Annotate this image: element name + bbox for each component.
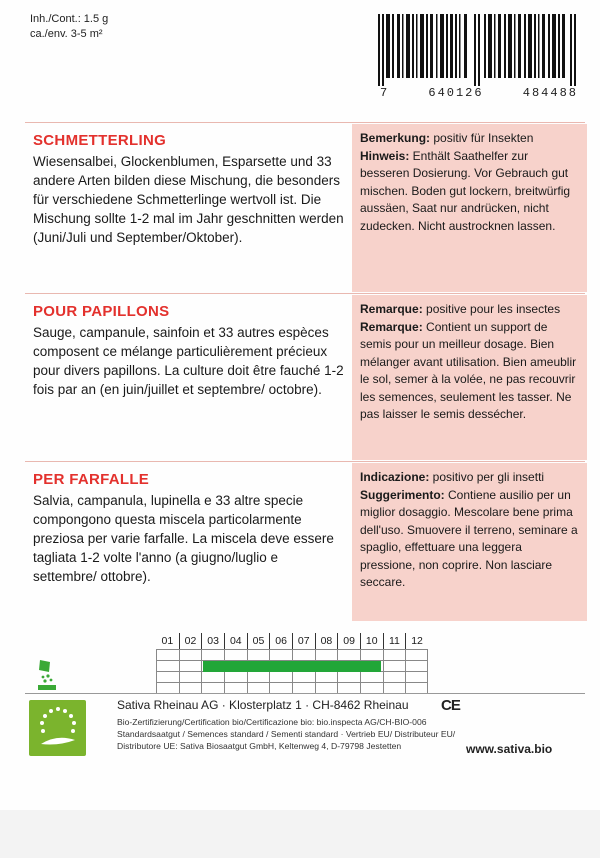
description-panel [25, 463, 351, 586]
barcode [378, 14, 578, 86]
note-text [352, 124, 587, 235]
note-text [352, 463, 587, 592]
note-panel [352, 124, 587, 292]
calendar-month-label: 01 [161, 635, 174, 647]
calendar-cell [247, 649, 270, 660]
calendar-cell [383, 660, 406, 671]
calendar-month-label: 03 [201, 633, 224, 649]
note-panel [352, 295, 587, 460]
calendar-cell [337, 682, 360, 693]
calendar-cell [383, 671, 406, 682]
calendar-cell [315, 682, 338, 693]
calendar-month-label: 04 [224, 633, 247, 649]
calendar-cell [247, 682, 270, 693]
calendar-cell [179, 660, 202, 671]
calendar-cell [360, 682, 383, 693]
calendar-row [156, 671, 427, 682]
calendar-cell [201, 671, 224, 682]
note-value: positiv für Insekten [430, 131, 534, 145]
seed-bag-icon [36, 658, 58, 692]
section-separator [25, 461, 585, 462]
calendar-month-label: 06 [269, 633, 292, 649]
note-label: Suggerimento: [360, 487, 445, 502]
calendar-row [156, 649, 427, 660]
calendar-cell [269, 649, 292, 660]
calendar-month-label: 11 [383, 633, 406, 649]
description-panel [25, 124, 351, 247]
section-body: Sauge, campanule, sainfoin et 33 autres espèces composent ce mélange particulièrement précieux pour divers papillons. La culture doit être fauché 1-2 fois par an (en juin/juillet et septembre/ octobre). [33, 325, 344, 397]
calendar-cell [269, 682, 292, 693]
calendar-cell [360, 671, 383, 682]
calendar-cell [156, 660, 179, 671]
section-separator [25, 293, 585, 294]
calendar-cell [292, 682, 315, 693]
section-french [25, 295, 587, 460]
area-label: ca./env. 3-5 m² [30, 28, 103, 40]
barcode-digit-group: 640126 [428, 86, 484, 100]
sowing-calendar [156, 633, 428, 689]
calendar-month-label: 07 [292, 633, 315, 649]
description-panel [25, 295, 351, 399]
note-value: positive pour les insectes [422, 302, 561, 316]
calendar-cell [201, 682, 224, 693]
certification-text [117, 716, 461, 752]
calendar-cell [360, 649, 383, 660]
calendar-month-label: 12 [405, 633, 428, 649]
calendar-cell [224, 649, 247, 660]
package-info [30, 12, 108, 42]
calendar-month-label: 05 [247, 633, 270, 649]
company-address: Sativa Rheinau AG · Klosterplatz 1 · CH-8462 Rheinau [117, 698, 409, 712]
calendar-cell [201, 649, 224, 660]
calendar-cell [224, 682, 247, 693]
calendar-cell [156, 671, 179, 682]
note-text [352, 295, 587, 424]
calendar-cell [405, 682, 428, 693]
section-german [25, 124, 587, 292]
section-title: SCHMETTERLING [33, 132, 167, 149]
eu-leaf-stars-icon [29, 700, 86, 756]
note-label: Hinweis: [360, 148, 410, 163]
note-value: Contiene ausilio per un miglior dosaggio. Mescolare bene prima dell'uso. Smuovere il terreno, seminare a spaglio, effettuare una leggera pressione, non coprire. Non lasciare seccare. [360, 487, 578, 589]
calendar-cell [315, 649, 338, 660]
calendar-cell [383, 682, 406, 693]
calendar-month-label: 10 [360, 633, 383, 649]
calendar-cell [405, 649, 428, 660]
note-value: Contient un support de semis pour un meilleur dosage. Bien mélanger avant utilisation. Bien ameublir le sol, semer à la volée, ne pas recouvrir les semences, seulement les tasser. Ne pas laisser le semis dessécher. [360, 319, 577, 421]
calendar-cell [405, 660, 428, 671]
note-label: Indicazione: [360, 470, 430, 484]
section-body: Salvia, campanula, lupinella e 33 altre specie compongono questa miscela particolarmente preziosa per varie farfalle. La miscela deve essere tagliata 1-2 volte l'anno (a giugno/luglio e settembre/ ottobre). [33, 493, 334, 584]
barcode-digits [380, 86, 578, 100]
calendar-cell [179, 649, 202, 660]
website-link[interactable]: www.sativa.bio [466, 742, 553, 756]
barcode-digit-group: 7 [380, 86, 390, 100]
calendar-row [156, 682, 427, 693]
calendar-cell [247, 671, 270, 682]
calendar-cell [179, 671, 202, 682]
note-label: Remarque: [360, 319, 423, 334]
calendar-cell [156, 649, 179, 660]
barcode-digit-group: 484488 [522, 86, 578, 100]
note-value: Enthält Saathelfer zur besseren Dosierung. Vor Gebrauch gut mischen. Boden gut lockern, breitwürfig aussäen, Saat nur andrücken, nicht zudecken. Nicht austrocknen lassen. [360, 148, 571, 233]
sowing-period-bar [203, 661, 380, 672]
calendar-cell [269, 671, 292, 682]
section-title: PER FARFALLE [33, 471, 150, 488]
calendar-month-label: 09 [337, 633, 360, 649]
calendar-cell [179, 682, 202, 693]
calendar-cell [156, 682, 179, 693]
calendar-cell [315, 671, 338, 682]
note-panel [352, 463, 587, 621]
calendar-cell [383, 649, 406, 660]
note-label: Remarque: [360, 302, 423, 316]
section-title: POUR PAPILLONS [33, 303, 170, 320]
packet-flap [0, 810, 600, 858]
calendar-cell [292, 649, 315, 660]
calendar-cell [337, 671, 360, 682]
calendar-cell [337, 649, 360, 660]
calendar-month-label: 02 [179, 633, 202, 649]
calendar-cell [405, 671, 428, 682]
calendar-cell [224, 671, 247, 682]
content-label: Inh./Cont.: 1.5 g [30, 13, 109, 25]
certification-line: Bio-Zertifizierung/Certification bio/Certificazione bio: bio.inspecta AG/CH-BIO-006 [117, 717, 427, 727]
eu-organic-logo [29, 700, 86, 756]
note-value: positivo per gli insetti [429, 470, 545, 484]
distribution-line: Standardsaatgut / Semences standard / Sementi standard · Vertrieb EU/ Distributeur EU/ Distributore UE: Sativa Biosaatgut GmbH, Keltenweg 4, D-79798 Jestetten [117, 729, 456, 751]
section-separator [25, 122, 585, 123]
section-italian [25, 463, 587, 621]
note-label: Bemerkung: [360, 131, 431, 145]
calendar-cell [292, 671, 315, 682]
calendar-month-label: 08 [315, 633, 338, 649]
footer-separator [25, 693, 585, 694]
section-body: Wiesensalbei, Glockenblumen, Esparsette und 33 andere Arten bilden diese Mischung, die besonders für verschiedene Schmetterlinge wertvoll ist. Die Mischung sollte 1-2 mal im Jahr geschnitten werden (Juni/Juli und September/Oktober). [33, 154, 344, 245]
calendar-month-row [156, 633, 428, 649]
ce-mark: CE [441, 697, 460, 714]
